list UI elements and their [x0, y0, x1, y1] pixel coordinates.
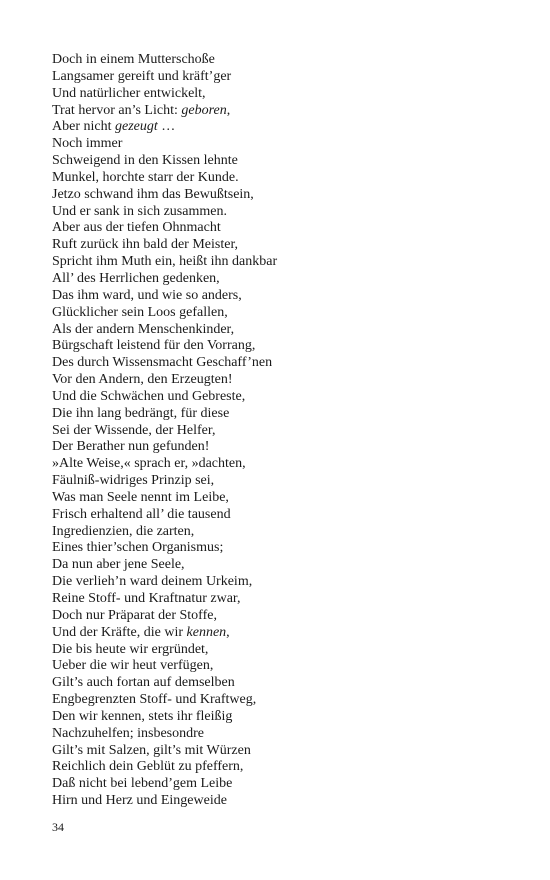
poem-line: [52, 608, 522, 625]
poem-line: [52, 103, 522, 120]
poem-line: [52, 776, 522, 793]
poem-line: [52, 305, 522, 322]
poem-line-text: Noch immer: [52, 136, 123, 152]
poem-line: [52, 692, 522, 709]
poem-line-text: …: [157, 119, 176, 135]
poem-emphasis: geboren: [181, 102, 227, 118]
poem-line-text: Die bis heute wir ergründet,: [52, 641, 209, 657]
poem-line: [52, 389, 522, 406]
poem-line: [52, 136, 522, 153]
poem-line-text: Ingredienzien, die zarten,: [52, 523, 195, 539]
poem-line-text: Bürgschaft leistend für den Vorrang,: [52, 338, 256, 354]
poem-line-text: Reine Stoff- und Kraftnatur zwar,: [52, 591, 241, 606]
poem-line: [52, 507, 522, 524]
poem-line-text: Ueber die wir heut verfügen,: [52, 658, 214, 674]
page-body: [52, 52, 522, 810]
poem-line-text: Aber aus der tiefen Ohnmacht: [52, 220, 221, 236]
poem-line: [52, 591, 522, 608]
page-number: 34: [52, 820, 64, 834]
poem-line: [52, 254, 522, 271]
poem-line: [52, 658, 522, 675]
poem-line: [52, 540, 522, 557]
poem-line-text: Vor den Andern, den Erzeugten!: [52, 372, 233, 388]
poem-line-text: Hirn und Herz und Eingeweide: [52, 793, 227, 809]
poem-line-text: Trat hervor an’s Licht:: [52, 102, 182, 118]
poem-line-text: Das ihm ward, und wie so anders,: [52, 287, 242, 303]
poem-text: [52, 52, 522, 810]
poem-line-text: Engbegrenzten Stoff- und Kraftweg,: [52, 692, 257, 708]
poem-line: [52, 86, 522, 103]
poem-line-text: Und er sank in sich zusammen.: [52, 203, 227, 219]
poem-line-text: Daß nicht bei lebend’gem Leibe: [52, 776, 233, 792]
poem-line: [52, 743, 522, 760]
poem-line-text: Spricht ihm Muth ein, heißt ihn dankbar: [52, 254, 278, 270]
poem-line: [52, 288, 522, 305]
poem-line: [52, 170, 522, 187]
poem-line: [52, 726, 522, 743]
poem-line: [52, 220, 522, 237]
poem-line-text: Langsamer gereift und kräft’ger: [52, 68, 232, 84]
poem-line-text: Eines thier’schen Organismus;: [52, 540, 224, 556]
poem-line-text: Die ihn lang bedrängt, für diese: [52, 405, 230, 421]
poem-line: [52, 759, 522, 776]
poem-line: [52, 490, 522, 507]
poem-line: [52, 625, 522, 642]
poem-line-text: Frisch erhaltend all’ die tausend: [52, 506, 231, 522]
poem-emphasis: kennen: [186, 624, 227, 640]
poem-line: [52, 574, 522, 591]
poem-line-text: Gilt’s auch fortan auf demselben: [52, 675, 235, 691]
poem-line-text: Munkel, horchte starr der Kunde.: [52, 169, 239, 185]
poem-line: [52, 338, 522, 355]
poem-line-text: Was man Seele nennt im Leibe,: [52, 489, 229, 505]
poem-line-text: Doch nur Präparat der Stoffe,: [52, 607, 217, 623]
poem-line-text: Fäulniß-widriges Prinzip sei,: [52, 473, 215, 489]
poem-line-text: Und natürlicher entwickelt,: [52, 85, 206, 101]
poem-line: [52, 322, 522, 339]
poem-line: [52, 237, 522, 254]
poem-line: [52, 709, 522, 726]
poem-line: [52, 119, 522, 136]
poem-line: [52, 793, 522, 810]
poem-line-text: All’ des Herrlichen gedenken,: [52, 270, 220, 286]
poem-line-text: Nachzuhelfen; insbesondre: [52, 725, 204, 741]
poem-line: [52, 642, 522, 659]
poem-line: [52, 406, 522, 423]
poem-line: [52, 187, 522, 204]
poem-line: [52, 439, 522, 456]
poem-line: [52, 675, 522, 692]
poem-emphasis: gezeugt: [114, 119, 158, 135]
poem-line: [52, 557, 522, 574]
poem-line-text: Schweigend in den Kissen lehnte: [52, 153, 238, 169]
poem-line-text: Doch in einem Mutterschoße: [52, 52, 215, 67]
poem-line: [52, 473, 522, 490]
poem-line-text: Da nun aber jene Seele,: [52, 557, 185, 573]
poem-line-text: Und der Kräfte, die wir: [52, 624, 187, 640]
poem-line: [52, 52, 522, 69]
poem-line-text: Und die Schwächen und Gebreste,: [52, 388, 246, 404]
poem-line: [52, 271, 522, 288]
poem-line: [52, 524, 522, 541]
poem-line-text: Der Berather nun gefunden!: [52, 439, 210, 455]
poem-line-text: ,: [226, 102, 231, 118]
poem-line: [52, 153, 522, 170]
poem-line-text: »Alte Weise,« sprach er, »dachten,: [52, 456, 246, 472]
poem-line-text: Reichlich dein Geblüt zu pfeffern,: [52, 759, 244, 775]
poem-line-text: Aber nicht: [52, 119, 115, 135]
poem-line-text: Glücklicher sein Loos gefallen,: [52, 304, 228, 320]
poem-line: [52, 423, 522, 440]
poem-line-text: Gilt’s mit Salzen, gilt’s mit Würzen: [52, 742, 251, 758]
poem-line-text: ,: [226, 624, 230, 640]
poem-line: [52, 69, 522, 86]
poem-line: [52, 204, 522, 221]
poem-line-text: Die verlieh’n ward deinem Urkeim,: [52, 574, 253, 590]
poem-line-text: Sei der Wissende, der Helfer,: [52, 422, 216, 438]
poem-line-text: Als der andern Menschenkinder,: [52, 321, 235, 337]
poem-line: [52, 372, 522, 389]
poem-line: [52, 456, 522, 473]
poem-line: [52, 355, 522, 372]
poem-line-text: Ruft zurück ihn bald der Meister,: [52, 237, 239, 253]
poem-line-text: Des durch Wissensmacht Geschaff’nen: [52, 355, 273, 371]
poem-line-text: Jetzo schwand ihm das Bewußtsein,: [52, 186, 254, 202]
poem-line-text: Den wir kennen, stets ihr fleißig: [52, 708, 233, 724]
